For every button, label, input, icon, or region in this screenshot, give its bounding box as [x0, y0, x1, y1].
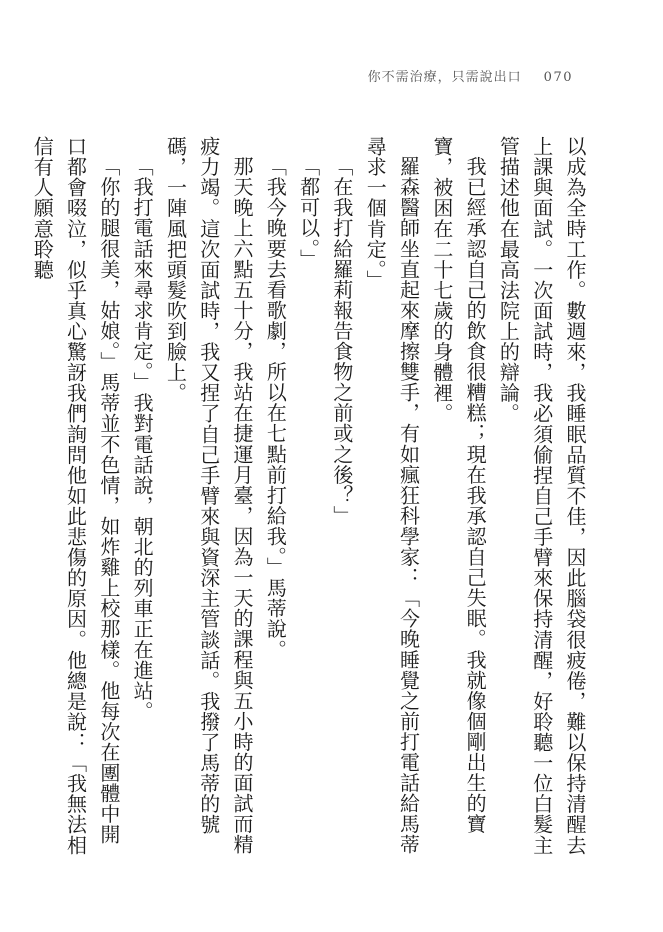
paragraph: 「都可以。」	[296, 156, 321, 270]
vertical-body-text	[30, 136, 591, 856]
book-title: 你不需治療，只需說出口	[367, 70, 522, 85]
running-header	[368, 66, 573, 85]
paragraph: 「在我打給羅莉報告食物之前或之後？」	[329, 156, 354, 526]
page-number: 070	[543, 70, 573, 85]
paragraph: 那天晚上六點五十分，我站在捷運月臺，因為一天的課程與五小時的面試而精疲力竭。這次面試時，我又捏了自己手臂來與資深主管談話。我撥了馬蒂的號碼，一陣風把頭髮吹到臉上。	[163, 136, 255, 855]
paragraph: 以成為全時工作。數週來，我睡眠品質不佳，因此腦袋很疲倦，難以保持清醒去上課與面試。一次面試時，我必須偷捏自己手臂來保持清醒，好聆聽一位白髮主管描述他在最高法院上的辯論。	[496, 136, 587, 856]
paragraph: 「我打電話來尋求肯定。」我對電話說，朝北的列車正在進站。	[130, 156, 155, 722]
paragraph: 羅森醫師坐直起來摩擦雙手，有如瘋狂科學家：「今晚睡覺之前打電話給馬蒂尋求一個肯定。」	[363, 136, 421, 855]
paragraph: 我已經承認自己的飲食很糟糕；現在我承認自己失眠。我就像個剛出生的寶寶，被困在二十七歲的身體裡。	[429, 136, 488, 835]
paragraph: 「我今晚要去看歌劇，所以在七點前打給我。」馬蒂說。	[263, 156, 288, 660]
paragraph: 「你的腿很美，姑娘。」馬蒂並不色情，如炸雞上校那樣。他每次在團體中開口都會啜泣，似乎真心驚訝我們詢問他如此悲傷的原因。他總是說：「我無法相信有人願意聆聽	[30, 136, 121, 856]
